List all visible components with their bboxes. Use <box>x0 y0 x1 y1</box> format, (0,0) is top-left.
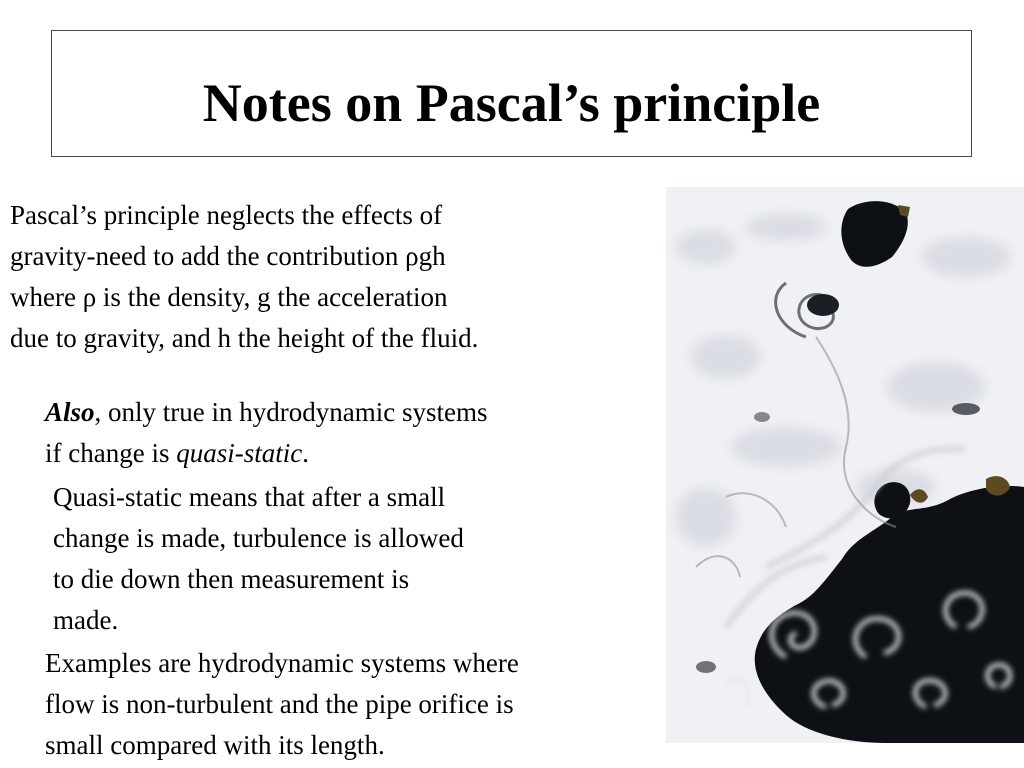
paragraph-gravity-note <box>10 195 478 359</box>
satellite-cloud-vortex-photo-icon <box>666 187 1024 743</box>
text-fragment: . <box>302 438 309 468</box>
slide-title: Notes on Pascal’s principle <box>202 73 821 133</box>
text-line <box>45 392 487 433</box>
text-line: to die down then measurement is <box>53 564 410 594</box>
text-line: Examples are hydrodynamic systems where <box>45 648 519 678</box>
paragraph-quasi-static-definition <box>53 477 464 641</box>
text-line: Quasi-static means that after a small <box>53 482 446 512</box>
text-line: flow is non-turbulent and the pipe orifice is <box>45 689 514 719</box>
paragraph-quasi-static-condition <box>45 392 487 474</box>
text-line: where ρ is the density, g the acceleration <box>10 282 448 312</box>
emphasis-quasi-static: quasi-static <box>176 438 303 468</box>
text-line: due to gravity, and h the height of the fluid. <box>10 323 479 353</box>
text-fragment: if change is <box>45 438 177 468</box>
text-line: Pascal’s principle neglects the effects of <box>10 200 443 230</box>
paragraph-examples <box>45 643 519 766</box>
text-line: change is made, turbulence is allowed <box>53 523 464 553</box>
text-fragment: , only true in hydrodynamic systems <box>94 397 488 427</box>
text-line: gravity-need to add the contribution ρgh <box>10 241 446 271</box>
text-line: small compared with its length. <box>45 730 385 760</box>
cloud-vortex-photo <box>666 187 1024 743</box>
text-line <box>45 433 487 474</box>
title-box <box>51 30 972 157</box>
emphasis-also: Also <box>45 397 95 427</box>
text-line: made. <box>53 605 119 635</box>
